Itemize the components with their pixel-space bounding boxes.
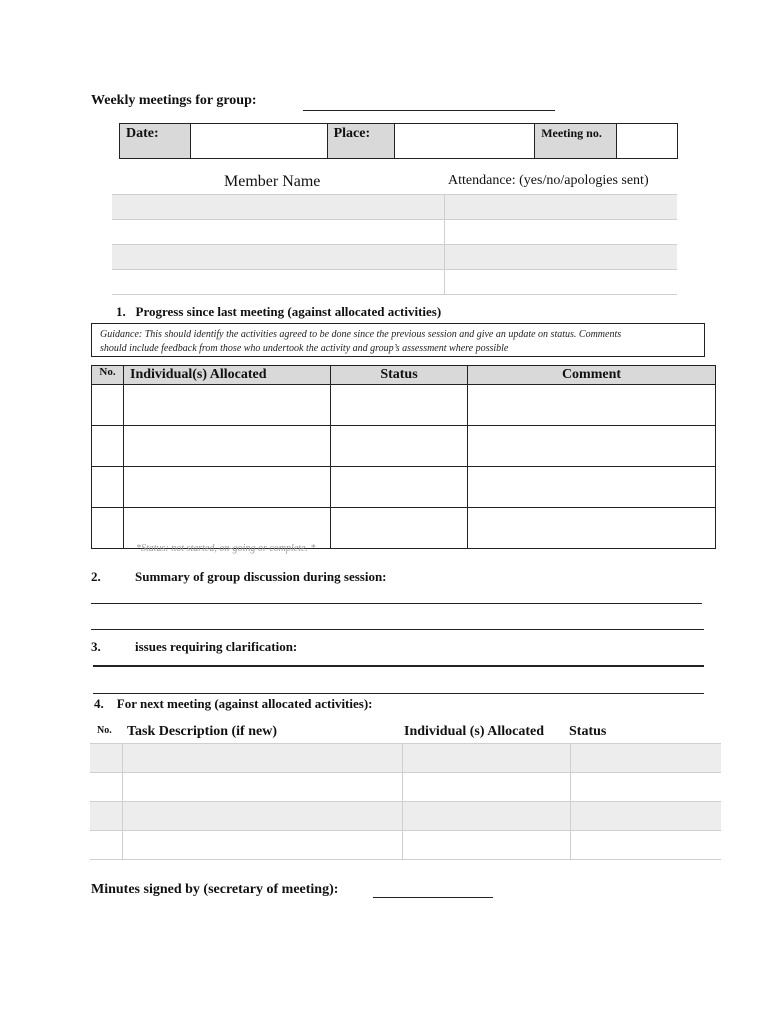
status-cell[interactable] bbox=[331, 385, 468, 426]
no-cell[interactable] bbox=[90, 802, 123, 831]
meeting-header-table bbox=[119, 123, 678, 159]
status-cell[interactable] bbox=[571, 802, 722, 831]
meeting-no-field[interactable] bbox=[617, 124, 678, 159]
signature-line[interactable] bbox=[373, 897, 493, 898]
date-field[interactable] bbox=[190, 124, 327, 159]
status-cell[interactable] bbox=[331, 467, 468, 508]
progress-row bbox=[92, 467, 716, 508]
section2-title: Summary of group discussion during session: bbox=[135, 569, 387, 584]
member-name-cell[interactable] bbox=[112, 195, 445, 220]
summary-line[interactable] bbox=[91, 629, 704, 630]
section1-title: 1. Progress since last meeting (against allocated activities) bbox=[116, 304, 442, 319]
status-cell[interactable] bbox=[571, 831, 722, 860]
no-cell[interactable] bbox=[92, 385, 124, 426]
meeting-no-label: Meeting no. bbox=[535, 124, 617, 159]
col-individual-header: Individual(s) Allocated bbox=[124, 366, 331, 385]
section3-number: 3. bbox=[91, 639, 101, 654]
task-cell[interactable] bbox=[123, 773, 403, 802]
task-cell[interactable] bbox=[123, 802, 403, 831]
status-cell[interactable] bbox=[571, 744, 722, 773]
next-col-status-header: Status bbox=[569, 724, 607, 739]
comment-cell[interactable] bbox=[468, 426, 716, 467]
member-name-cell[interactable] bbox=[112, 245, 445, 270]
member-name-cell[interactable] bbox=[112, 270, 445, 295]
attendance-cell[interactable] bbox=[445, 195, 678, 220]
section3-title: issues requiring clarification: bbox=[135, 639, 298, 654]
comment-cell[interactable] bbox=[468, 508, 716, 549]
issues-line[interactable] bbox=[93, 665, 704, 667]
next-meeting-table bbox=[90, 743, 721, 860]
guidance-line1: Guidance: This should identify the activities agreed to be done since the previous session and give an update on status. Comments bbox=[100, 329, 622, 340]
col-status-header: Status bbox=[331, 366, 468, 385]
no-cell[interactable] bbox=[90, 773, 123, 802]
comment-cell[interactable] bbox=[468, 467, 716, 508]
attendance-cell[interactable] bbox=[445, 270, 678, 295]
task-cell[interactable] bbox=[123, 744, 403, 773]
attendance-cell[interactable] bbox=[445, 220, 678, 245]
section4-title: 4. For next meeting (against allocated activities): bbox=[94, 696, 373, 711]
status-note: *Status: not started, on-going or complete. * bbox=[136, 543, 316, 554]
next-col-task-header: Task Description (if new) bbox=[127, 724, 277, 739]
individual-cell[interactable] bbox=[124, 467, 331, 508]
summary-line[interactable] bbox=[91, 603, 702, 604]
task-cell[interactable] bbox=[123, 831, 403, 860]
next-row bbox=[90, 744, 721, 773]
guidance-line2: should include feedback from those who undertook the activity and group’s assessment where possible bbox=[100, 343, 509, 354]
signed-label: Minutes signed by (secretary of meeting): bbox=[91, 882, 339, 897]
status-cell[interactable] bbox=[571, 773, 722, 802]
member-name-header: Member Name bbox=[224, 173, 321, 190]
guidance-box bbox=[91, 323, 705, 357]
next-row bbox=[90, 831, 721, 860]
no-cell[interactable] bbox=[90, 831, 123, 860]
attendance-header: Attendance: (yes/no/apologies sent) bbox=[448, 173, 649, 188]
attendance-table bbox=[112, 194, 677, 295]
comment-cell[interactable] bbox=[468, 385, 716, 426]
attendance-cell[interactable] bbox=[445, 245, 678, 270]
place-field[interactable] bbox=[394, 124, 535, 159]
individual-cell[interactable] bbox=[403, 831, 571, 860]
attendance-row bbox=[112, 220, 677, 245]
next-col-individual-header: Individual (s) Allocated bbox=[404, 724, 545, 739]
progress-table bbox=[91, 365, 716, 549]
no-cell[interactable] bbox=[92, 467, 124, 508]
no-cell[interactable] bbox=[92, 508, 124, 549]
next-row bbox=[90, 773, 721, 802]
next-row bbox=[90, 802, 721, 831]
no-cell[interactable] bbox=[92, 426, 124, 467]
no-cell[interactable] bbox=[90, 744, 123, 773]
attendance-row bbox=[112, 195, 677, 220]
col-no-header: No. bbox=[92, 366, 124, 385]
issues-line[interactable] bbox=[93, 693, 704, 694]
status-cell[interactable] bbox=[331, 508, 468, 549]
individual-cell[interactable] bbox=[403, 773, 571, 802]
member-name-cell[interactable] bbox=[112, 220, 445, 245]
place-label: Place: bbox=[327, 124, 394, 159]
individual-cell[interactable] bbox=[124, 426, 331, 467]
progress-row bbox=[92, 426, 716, 467]
progress-row bbox=[92, 385, 716, 426]
col-comment-header: Comment bbox=[468, 366, 716, 385]
individual-cell[interactable] bbox=[403, 744, 571, 773]
individual-cell[interactable] bbox=[403, 802, 571, 831]
attendance-row bbox=[112, 245, 677, 270]
attendance-row bbox=[112, 270, 677, 295]
next-col-no-header: No. bbox=[97, 725, 112, 736]
group-label: Weekly meetings for group: bbox=[91, 93, 257, 108]
status-cell[interactable] bbox=[331, 426, 468, 467]
date-label: Date: bbox=[120, 124, 191, 159]
section2-number: 2. bbox=[91, 569, 101, 584]
group-name-line[interactable] bbox=[303, 110, 555, 111]
individual-cell[interactable] bbox=[124, 385, 331, 426]
